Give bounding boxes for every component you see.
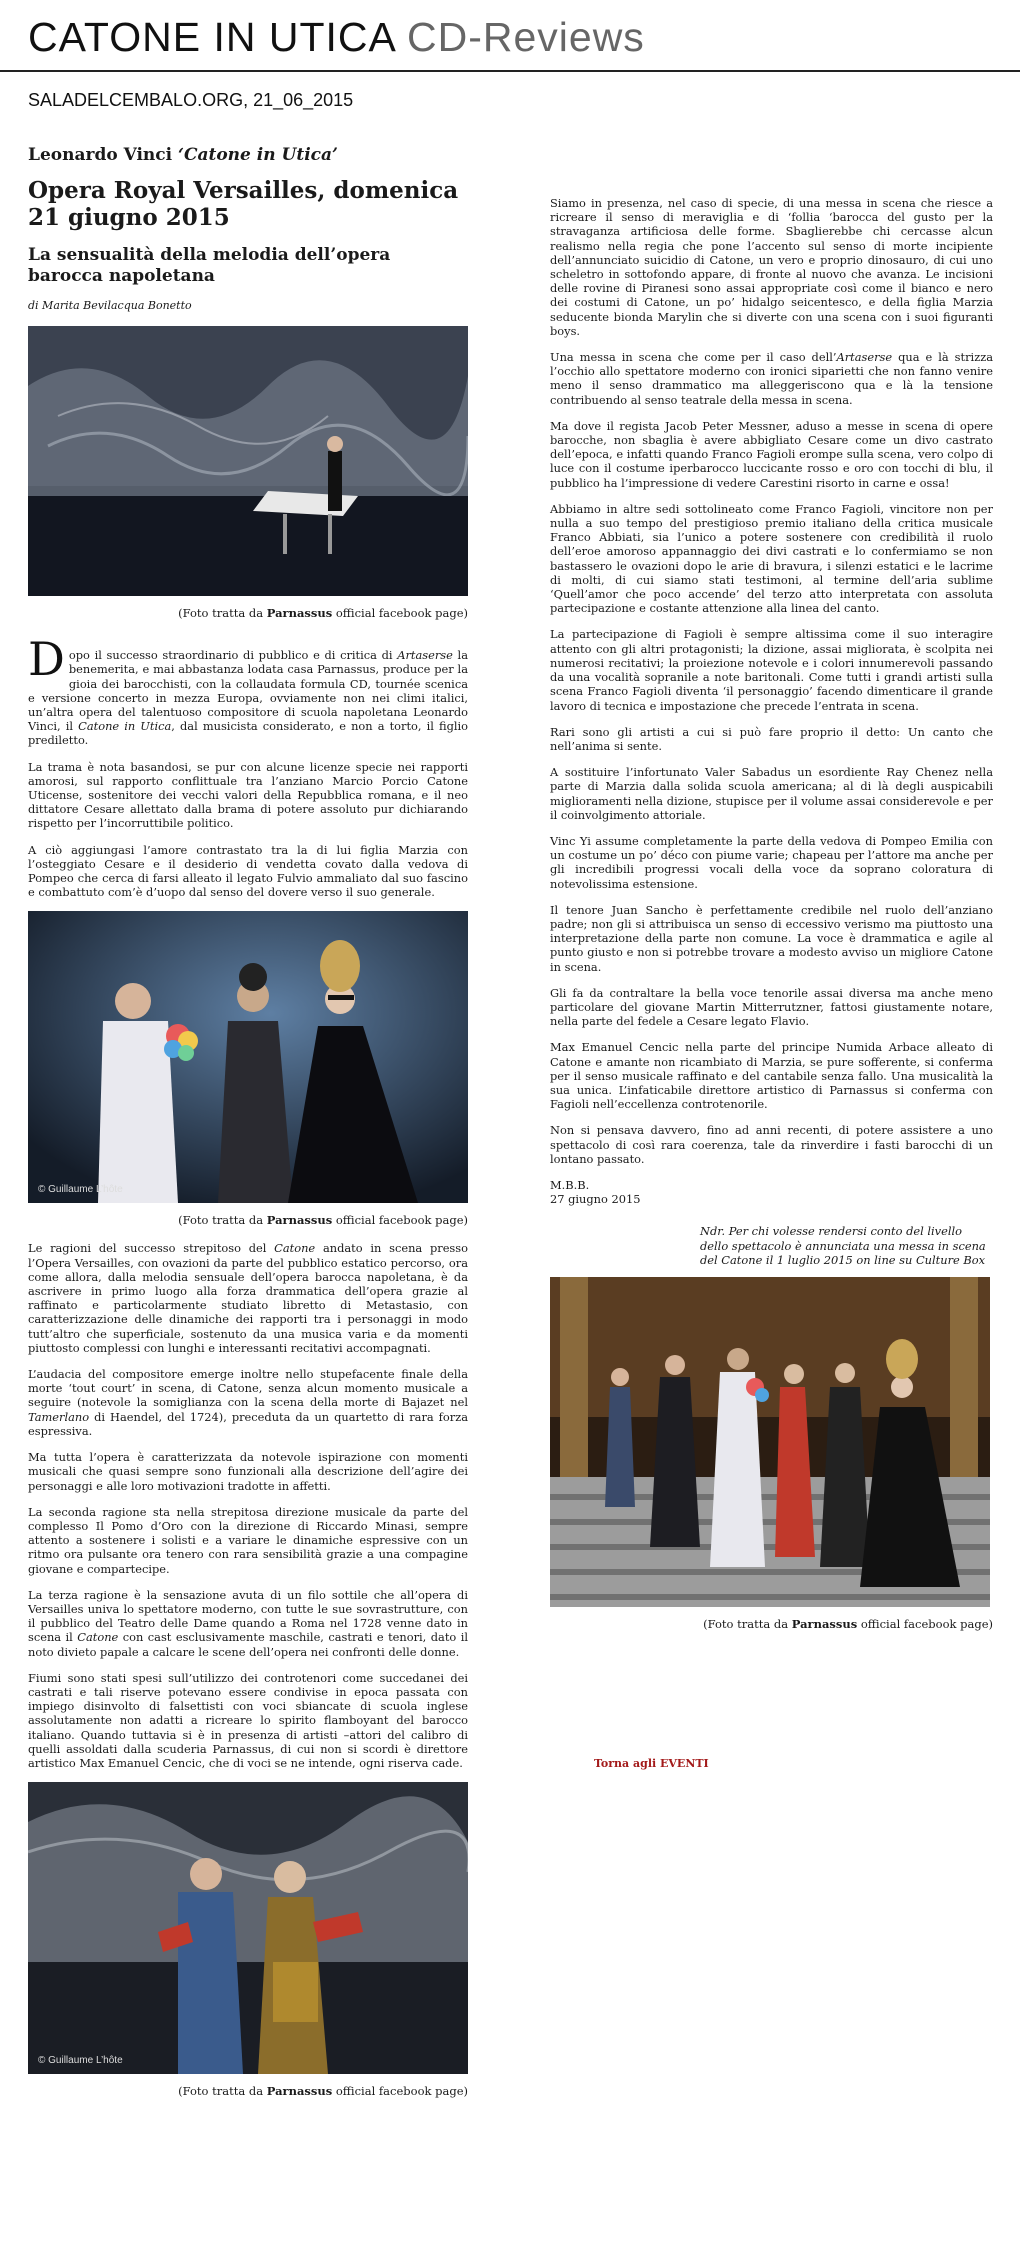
- signature-date: 27 giugno 2015: [550, 1192, 641, 1207]
- back-to-events-link[interactable]: Torna agli EVENTI: [594, 1757, 709, 1770]
- composer-name: Leonardo Vinci: [28, 145, 173, 165]
- paragraph-r9: Il tenore Juan Sancho è perfettamente credibile nel ruolo dell’anziano padre; non gli si attribuisca un senso di eccessivo verismo ma piuttosto una interpretazione della parte non comune. La voce è drammatica e agile al punto giusto e non si potrebbe trovare a modesto avviso un migliore Catone in scena.: [550, 902, 993, 974]
- drop-cap: D: [28, 632, 65, 686]
- caption-brand: Parnassus: [266, 606, 333, 620]
- paragraph-r11: Max Emanuel Cencic nella parte del principe Numida Arbace alleato di Catone e amante non ricambiato di Marzia, se pure sofferente, si conferma per il senso musicale raffinato e del cantabile senza fallo. Una musicalità la sua unica. L’infaticabile direttore artistico di Parnassus si conferma con Fagioli nell’eccellenza controtenorile.: [550, 1040, 993, 1112]
- caption-1: (Foto tratta da Parnassus official facebook page): [178, 606, 468, 620]
- photo-credit-2: © Guillaume L’hôte: [38, 1184, 123, 1196]
- photo-stage-3: [28, 1782, 468, 2074]
- paragraph-r6: Rari sono gli artisti a cui si può fare proprio il detto: Un canto che nell’anima si sente.: [550, 724, 993, 753]
- paragraph-r7: A sostituire l’infortunato Valer Sabadus un esordiente Ray Chenez nella parte di Marzia dalla solida scuola americana; al di là degli auspicabili miglioramenti nella dizione, stupisce per il volume assai considerevole e per il coinvolgimento attoriale.: [550, 765, 993, 822]
- photo-stage-1-image: [28, 326, 468, 596]
- photo-stage-4: [550, 1277, 990, 1607]
- page-title: [28, 14, 645, 61]
- title-sub: CD-Reviews: [407, 14, 645, 60]
- left-column: [28, 145, 468, 2112]
- right-column: [550, 196, 993, 1645]
- paragraph-2: La trama è nota basandosi, se pur con alcune licenze specie nei rapporti amorosi, sul rapporto conflittuale tra l’anziano Marcio Porcio Catone Uticense, sostenitore dei vecchi valori della Repubblica romana, e il neo dittatore Cesare allettato dalla brama di potere assoluto pur dichiarando rispetto per l’incorruttibile politico.: [28, 759, 468, 831]
- article-byline: di Marita Bevilacqua Bonetto: [28, 299, 192, 312]
- paragraph-r4: Abbiamo in altre sedi sottolineato come Franco Fagioli, vincitore non per nulla a suo tempo del prestigioso premio italiano della critica musicale Franco Abbiati, sia l’unico a potere sostenere con credibilità il ruolo dell’eroe amoroso appannaggio dei divi castrati e lo confermiamo se non bastassero le ovazioni dopo le arie di bravura, i silenzi estatici e le lacrime di molti, di cui siamo stati testimoni, al termine dell’aria sublime ‘Quell’amor che poco accende’ del terzo atto interpretata con assoluta partecipazione e costante attenzione alla linea del canto.: [550, 501, 993, 616]
- composer-line: [28, 145, 468, 165]
- title-main: CATONE IN UTICA: [28, 14, 395, 60]
- caption-2: (Foto tratta da Parnassus official facebook page): [178, 1213, 468, 1228]
- paragraph-r5: La partecipazione di Fagioli è sempre altissima come il suo interagire attento con gli altri protagonisti; la dizione, assai migliorata, è scolpita nei numerosi recitativi; la proiezione notevole e i colori innumerevoli passando da una vocalità sopranile a note baritonali. Come tutti i grandi artisti sulla scena Franco Fagioli diventa ‘il personaggio’ facendo dimenticare il grande lavoro di tecnica e impostazione che precede l’entrata in scena.: [550, 627, 993, 713]
- paragraph-r12: Non si pensava davvero, fino ad anni recenti, di potere assistere a uno spettacolo di così rara coerenza, tale da rinverdire i fasti barocchi di un lontano passato.: [550, 1123, 993, 1166]
- photo-stage-2: [28, 911, 468, 1203]
- photo-stage-3-image: [28, 1782, 468, 2074]
- paragraph-5: L’audacia del compositore emerge inoltre nello stupefacente finale della morte ‘tout court’ in scena, di Catone, senza alcun momento musicale a seguire (notevole la somiglianza con la scena della morte di Bajazet nel Tamerlano di Haendel, del 1724), preceduta da un quartetto di rara forza espressiva.: [28, 1367, 468, 1438]
- paragraph-7: La seconda ragione sta nella strepitosa direzione musicale da parte del complesso Il Pomo d’Oro con la direzione di Riccardo Minasi, sempre attento a sostenere i solisti e a variare le dinamiche espressive con un ritmo ora pulsante ora tenero con rara sensibilità grazie a una compagine giovane e compartecipe.: [28, 1504, 468, 1576]
- paragraph-3: A ciò aggiungasi l’amore contrastato tra la di lui figlia Marzia con l’osteggiato Cesare e il desiderio di vendetta covato dalla vedova di Pompeo che cerca di farsi alleato il legato Fulvio ammaliato dal suo fascino e combattuto com’è d’uopo dal senso del dovere verso il suo generale.: [28, 842, 468, 900]
- signature-initials: M.B.B.: [550, 1177, 590, 1192]
- paragraph-r8: Vinc Yi assume completamente la parte della vedova di Pompeo Emilia con un costume un po’ déco con piume varie; chapeau per l’attore ma anche per gli incredibili progressi vocali della voce da soprano coloratura di notevolissima estensione.: [550, 833, 993, 891]
- paragraph-9: Fiumi sono stati spesi sull’utilizzo dei controtenori come succedanei dei castrati e tali riserve potevano essere condivise in epoca passata con impiego disinvolto di falsettisti con voci sbiancate di scuola inglese assolutamente non adatti a ricreare lo spirito flamboyant del barocco italiano. Quando tuttavia si è in presenza di artisti –attori del calibro di quelli assoldati dalla scuderia Parnassus, di cui non si scordi è direttore artistico Max Emanuel Cencic, che di voci se ne intende, ogni riserva cade.: [28, 1670, 468, 1770]
- opera-title: ‘Catone in Utica’: [178, 145, 338, 165]
- caption-brand: Parnassus: [266, 2084, 333, 2099]
- paragraph-r3: Ma dove il regista Jacob Peter Messner, aduso a messe in scena di opere barocche, non sbaglia è avere abbigliato Cesare come un divo castrato dell’epoca, e infatti quando Franco Fagioli erompe sulla scena, vero colpo di luce con il costume iperbarocco luccicante rosso e oro con tocchi di blu, il pubblico ha l’impressione di vedere Carestini risorto in carne e ossa!: [550, 418, 993, 490]
- photo-stage-1: [28, 326, 468, 596]
- paragraph-r10: Gli fa da contraltare la bella voce tenorile assai diversa ma anche meno particolare del giovane Martin Mitterrutzner, fattosi giustamente notare, nella parte del fedele a Cesare legato Flavio.: [550, 985, 993, 1029]
- paragraph-r2: Una messa in scena che come per il caso dell’Artaserse qua e là strizza l’occhio allo spettatore moderno con ironici siparietti che non fanno venire meno il senso drammatico ma alleggeriscono qua e là la tensione contribuendo al senso teatrale della messa in scena.: [550, 350, 993, 407]
- article-headline: Opera Royal Versailles, domenica 21 giugno 2015: [28, 177, 459, 231]
- caption-4: (Foto tratta da Parnassus official facebook page): [703, 1617, 993, 1631]
- paragraph-6: Ma tutta l’opera è caratterizzata da notevole ispirazione con momenti musicali che quasi sempre sono funzionali alla descrizione dell’agire dei personaggi e alle loro motivazioni tradotte in affetti.: [28, 1450, 468, 1493]
- source-line: SALADELCEMBALO.ORG, 21_06_2015: [28, 90, 354, 110]
- editor-note: Ndr. Per chi volesse rendersi conto del livello dello spettacolo è annunciata una messa in scena del Catone il 1 luglio 2015 on line su Culture Box: [700, 1224, 986, 1267]
- signature: [550, 1178, 993, 1206]
- article-subhead: La sensualità della melodia dell’opera barocca napoletana: [28, 245, 391, 286]
- paragraph-r1: Siamo in presenza, nel caso di specie, di una messa in scena che riesce a ricreare il senso di meraviglia e di ‘follia ‘barocca del gusto per la stravaganza artificiosa delle forme. Sbaglierebbe chi cercasse alcun realismo nella regia che pone l’accento sul senso di morte incipiente dell’annunciato suicidio di Catone, un vero e proprio dinosauro, di cui uno scheletro in sottofondo appare, di fronte al nuovo che avanza. Le incisioni delle rovine di Piranesi sono assai appropriate così come il bianco e nero dei costumi di Catone, un po’ hidalgo seicentesco, e della figlia Marzia seducente bionda Marylin che si diverte con una scena con i suoi figuranti boys.: [550, 196, 993, 338]
- page-header: [0, 0, 1020, 72]
- paragraph-8: La terza ragione è la sensazione avuta di un filo sottile che all’opera di Versailles univa lo spettatore moderno, con tutte le sue sovrastrutture, con il pubblico del Teatro delle Dame quando a Roma nel 1728 venne dato in scena il Catone con cast esclusivamente maschile, castrati e tenori, dato il noto divieto papale a calcare le scene dell’opera nei confronti delle donne.: [28, 1587, 468, 1659]
- caption-3: (Foto tratta da Parnassus official facebook page): [178, 2084, 468, 2099]
- paragraph-1: Dopo il successo straordinario di pubblico e di critica di Artaserse la benemerita, e mai abbastanza lodata casa Parnassus, produce per la gioia dei barocchisti, con la collaudata formula CD, tournée scenica e versione concerto in mezza Europa, ovviamente non nei climi italici, un’altra opera del talentuoso compositore di scuola napoletana Leonardo Vinci, il Catone in Utica, dal musicista considerato, e non a torto, il figlio prediletto.: [28, 632, 469, 748]
- photo-stage-2-image: [28, 911, 468, 1203]
- paragraph-4: Le ragioni del successo strepitoso del Catone andato in scena presso l’Opera Versailles, con ovazioni da parte del pubblico estatico percorso, ora come allora, dalla melodia sensuale dell’opera barocca napoletana, è da ascrivere in primo luogo alla forza drammatica dell’opera grazie al raffinato e particolarmente studiato libretto di Metastasio, con caratterizzazione delle dinamiche dei rapporti tra i personaggi in modo tutt’altro che superficiale, sostenuto da una musica varia e da momenti piuttosto complessi con lunghi e interessanti recitativi accompagnati.: [28, 1241, 468, 1355]
- photo-credit-3: © Guillaume L’hôte: [38, 2055, 123, 2067]
- caption-brand: Parnassus: [266, 1213, 333, 1228]
- caption-brand: Parnassus: [791, 1617, 858, 1631]
- photo-stage-4-image: [550, 1277, 990, 1607]
